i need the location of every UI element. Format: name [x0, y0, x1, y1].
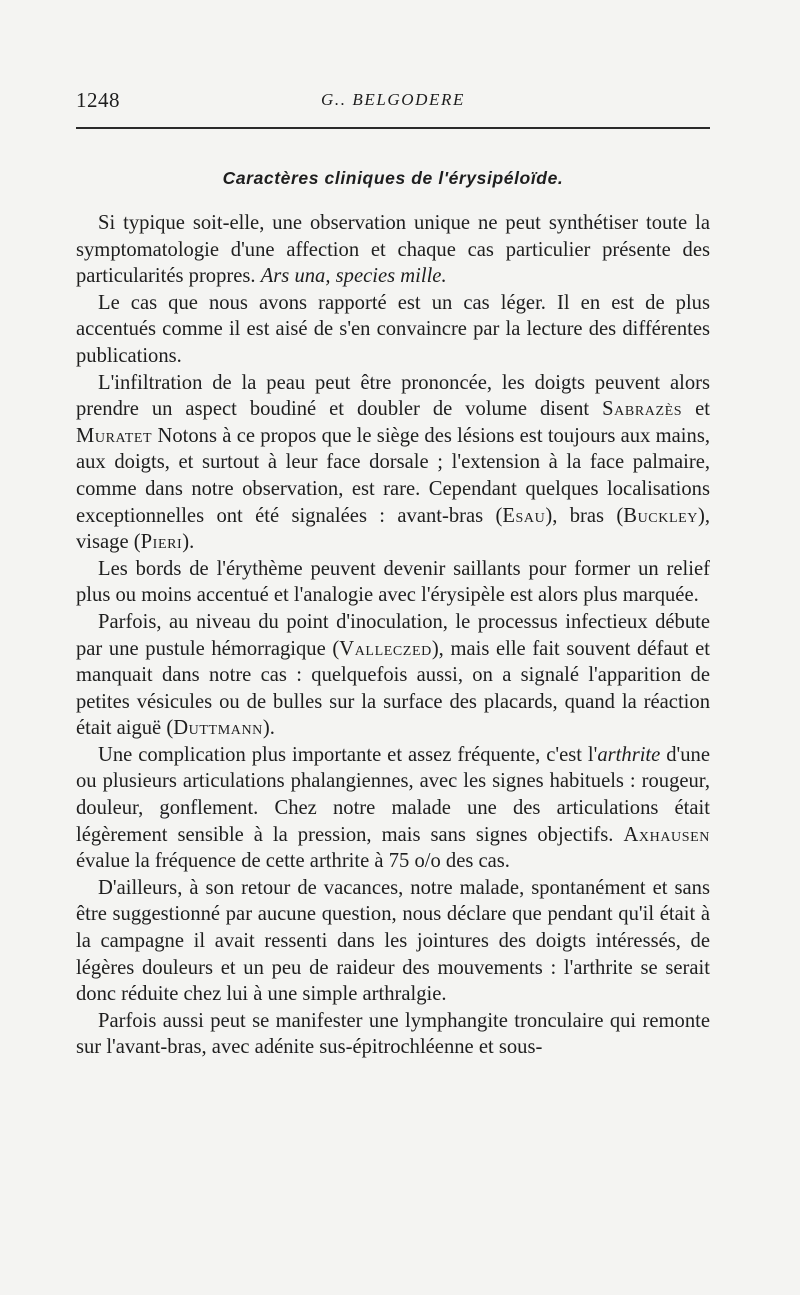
- text-run: Les bords de l'érythème peuvent devenir saillants pour former un relief plus ou moins accentué et l'analogie avec l'érysipèle est alors plus marquée.: [76, 557, 710, 607]
- paragraph: [76, 210, 710, 290]
- paragraph: [76, 370, 710, 556]
- text-run: d'une ou plusieurs articulations phalangiennes, avec les signes habituels : rougeur, douleur, gonflement. Chez notre malade une des articulations était légèrement sensible à la pression, mais sans signes objectifs.: [76, 743, 710, 846]
- italic-text: arthrite: [597, 743, 661, 766]
- paragraph: [76, 1008, 710, 1061]
- text-run: ), mais elle fait souvent défaut et manquait dans notre cas : quelquefois aussi, on a signalé l'apparition de petites vésicules ou de bulles sur la surface des placards, quand la réaction était aiguë (: [76, 637, 710, 740]
- text-run: ), bras (: [545, 504, 624, 527]
- paragraph: [76, 290, 710, 370]
- running-head: G.. BELGODERE: [320, 90, 466, 109]
- text-run: Une complication plus importante et assez fréquente, c'est l': [98, 743, 598, 766]
- text-run: L'infiltration de la peau peut être prononcée, les doigts peuvent alors prendre un aspect boudiné et doubler de volume disent: [76, 371, 710, 421]
- text-run: évalue la fréquence de cette arthrite à 75 o/o des cas.: [76, 850, 510, 873]
- text-run: D'ailleurs, à son retour de vacances, notre malade, spontanément et sans être suggestionné par aucune question, nous déclare que pendant qu'il était à la campagne il avait ressenti dans les jointures des doigts intéressés, de légères douleurs et un peu de raideur des mouvements : l'arthrite se serait donc réduite chez lui à une simple arthralgie.: [76, 876, 710, 1006]
- author-name: Buckley: [623, 504, 698, 527]
- author-name: Valleczed: [339, 637, 432, 660]
- section-title: Caractères cliniques de l'érysipéloïde.: [222, 168, 564, 188]
- text-run: et: [682, 398, 710, 421]
- text-run: ), visage (: [76, 504, 710, 554]
- author-name: Esau: [502, 504, 546, 527]
- italic-text: Ars una, species mille.: [260, 265, 447, 288]
- header-rule: [76, 127, 710, 129]
- page-header: [76, 88, 710, 116]
- page-number: 1248: [76, 88, 120, 112]
- text-run: Notons à ce propos que le siège des lésions est toujours aux mains, aux doigts, et surtout à leur face dorsale ; l'extension à la face palmaire, comme dans notre observation, est rare. Cependant quelques localisations exceptionnelles ont été signalées : avant-bras (: [76, 424, 710, 527]
- paragraph: [76, 556, 710, 609]
- paragraph: [76, 609, 710, 742]
- text-run: Parfois aussi peut se manifester une lymphangite tronculaire qui remonte sur l'avant-bras, avec adénite sus-épitrochléenne et sous-: [76, 1009, 710, 1059]
- text-run: ).: [182, 531, 195, 554]
- text-run: Si typique soit-elle, une observation unique ne peut synthétiser toute la symptomatologie d'une affection et chaque cas particulier présente des particularités propres.: [76, 212, 710, 288]
- author-name: Sabrazès: [602, 398, 683, 421]
- author-name: Axhausen: [623, 823, 710, 846]
- author-name: Duttmann: [173, 717, 263, 740]
- text-run: ).: [262, 717, 275, 740]
- paragraph: [76, 875, 710, 1008]
- text-run: Parfois, au niveau du point d'inoculation, le processus infectieux débute par une pustule hémorragique (: [76, 610, 710, 660]
- author-name: Pieri: [140, 531, 183, 554]
- author-name: Muratet: [76, 424, 153, 447]
- text-run: Le cas que nous avons rapporté est un cas léger. Il en est de plus accentués comme il est aisé de s'en convaincre par la lecture des différentes publications.: [76, 291, 710, 367]
- body-text: [76, 210, 710, 1061]
- paragraph: [76, 742, 710, 875]
